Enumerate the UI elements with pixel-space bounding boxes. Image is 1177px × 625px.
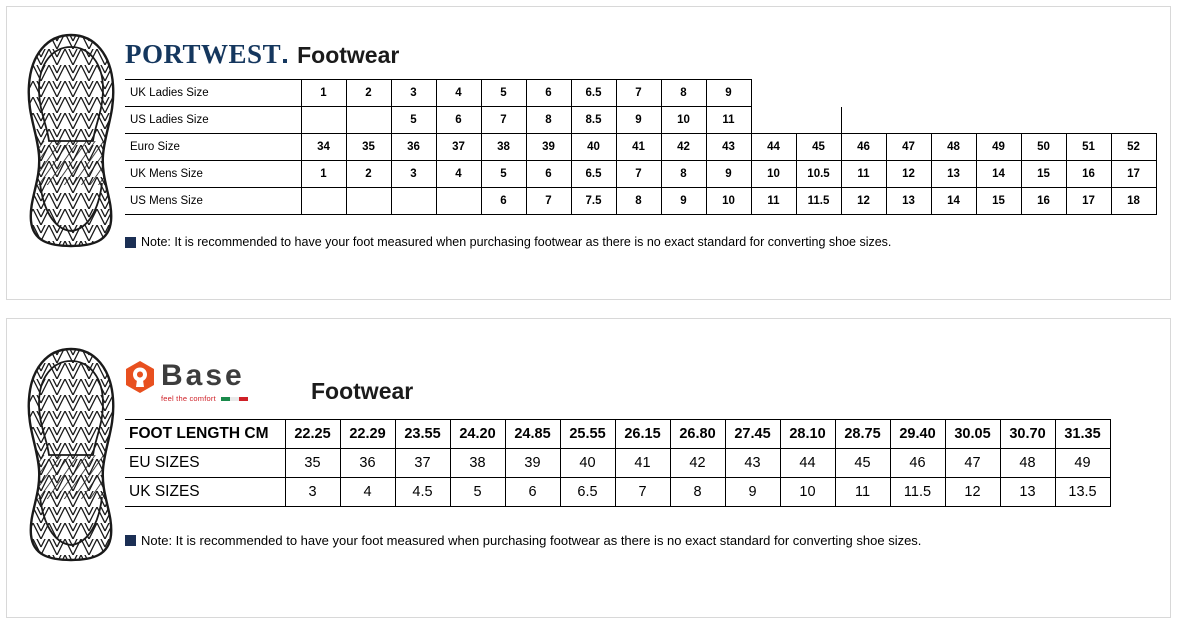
cell	[346, 107, 391, 134]
cell: 42	[661, 134, 706, 161]
cell: 12	[945, 478, 1000, 507]
cell: 47	[886, 134, 931, 161]
cell: 2	[346, 161, 391, 188]
cell: 35	[285, 449, 340, 478]
cell-empty	[1111, 80, 1156, 107]
cell: 6.5	[571, 161, 616, 188]
cell: 10	[706, 188, 751, 215]
cell: 14	[976, 161, 1021, 188]
base-hex-icon	[125, 361, 155, 393]
cell: 6	[481, 188, 526, 215]
cell: 31.35	[1055, 420, 1110, 449]
cell: 39	[526, 134, 571, 161]
cell: 11	[751, 188, 796, 215]
cell: 5	[481, 161, 526, 188]
cell: 15	[1021, 161, 1066, 188]
cell: 13.5	[1055, 478, 1110, 507]
cell: 6	[526, 161, 571, 188]
table-row	[125, 188, 1156, 215]
table-row	[125, 449, 1110, 478]
cell-empty	[886, 107, 931, 134]
cell: 28.75	[835, 420, 890, 449]
cell: 9	[706, 161, 751, 188]
cell-empty	[796, 80, 841, 107]
cell: 13	[886, 188, 931, 215]
cell: 30.05	[945, 420, 1000, 449]
cell: 14	[931, 188, 976, 215]
cell-empty	[1021, 107, 1066, 134]
cell: 7	[616, 80, 661, 107]
cell: 27.45	[725, 420, 780, 449]
cell: 41	[615, 449, 670, 478]
row-label: UK Mens Size	[125, 161, 301, 188]
cell: 4	[436, 80, 481, 107]
cell-empty	[1111, 107, 1156, 134]
cell: 12	[841, 188, 886, 215]
row-label: Euro Size	[125, 134, 301, 161]
cell: 24.20	[450, 420, 505, 449]
cell-empty	[841, 107, 886, 134]
cell: 26.15	[615, 420, 670, 449]
cell: 38	[481, 134, 526, 161]
cell: 8.5	[571, 107, 616, 134]
cell: 3	[391, 161, 436, 188]
cell: 10	[661, 107, 706, 134]
cell: 7	[526, 188, 571, 215]
cell-empty	[886, 80, 931, 107]
cell	[346, 188, 391, 215]
cell: 49	[1055, 449, 1110, 478]
checkbox-icon	[125, 237, 136, 248]
cell-empty	[976, 107, 1021, 134]
note-text: Note: It is recommended to have your foot measured when purchasing footwear as there is no exact standard for converting shoe sizes.	[141, 235, 892, 249]
cell: 3	[285, 478, 340, 507]
cell: 37	[395, 449, 450, 478]
cell: 44	[780, 449, 835, 478]
cell: 44	[751, 134, 796, 161]
cell: 46	[890, 449, 945, 478]
table-row	[125, 478, 1110, 507]
checkbox-icon	[125, 535, 136, 546]
row-label: UK Ladies Size	[125, 80, 301, 107]
cell: 8	[661, 161, 706, 188]
cell: 40	[571, 134, 616, 161]
cell: 6.5	[560, 478, 615, 507]
base-size-chart-panel	[6, 318, 1171, 618]
note-text: Note: It is recommended to have your foot measured when purchasing footwear as there is no exact standard for converting shoe sizes.	[141, 533, 922, 548]
cell-empty	[1066, 107, 1111, 134]
cell: 41	[616, 134, 661, 161]
row-label: FOOT LENGTH CM	[125, 420, 285, 449]
cell: 52	[1111, 134, 1156, 161]
cell: 42	[670, 449, 725, 478]
cell: 17	[1066, 188, 1111, 215]
cell: 43	[725, 449, 780, 478]
base-note	[125, 533, 1155, 548]
cell	[301, 188, 346, 215]
cell-empty	[841, 80, 886, 107]
cell: 8	[526, 107, 571, 134]
cell: 4	[436, 161, 481, 188]
cell: 8	[661, 80, 706, 107]
cell: 7	[615, 478, 670, 507]
portwest-logo-text: PORTWEST	[125, 41, 287, 68]
cell: 11	[841, 161, 886, 188]
table-row	[125, 420, 1110, 449]
cell: 11	[706, 107, 751, 134]
base-tagline-row	[161, 394, 299, 403]
cell-empty	[931, 107, 976, 134]
cell: 10	[751, 161, 796, 188]
cell: 4	[340, 478, 395, 507]
cell: 18	[1111, 188, 1156, 215]
cell: 29.40	[890, 420, 945, 449]
cell: 30.70	[1000, 420, 1055, 449]
cell: 6	[436, 107, 481, 134]
portwest-size-chart-panel	[6, 6, 1171, 300]
cell-empty	[751, 80, 796, 107]
portwest-size-table	[125, 79, 1157, 215]
cell-empty	[976, 80, 1021, 107]
italy-flag-icon	[221, 397, 248, 401]
cell: 36	[340, 449, 395, 478]
cell: 8	[616, 188, 661, 215]
cell: 47	[945, 449, 1000, 478]
cell: 48	[931, 134, 976, 161]
cell: 35	[346, 134, 391, 161]
cell: 46	[841, 134, 886, 161]
base-logo	[125, 361, 299, 403]
cell: 7.5	[571, 188, 616, 215]
cell: 34	[301, 134, 346, 161]
cell: 4.5	[395, 478, 450, 507]
cell	[436, 188, 481, 215]
cell: 5	[481, 80, 526, 107]
cell: 8	[670, 478, 725, 507]
cell: 5	[450, 478, 505, 507]
shoe-sole-icon	[25, 33, 117, 248]
base-tagline: feel the comfort	[161, 394, 216, 403]
cell: 13	[931, 161, 976, 188]
portwest-logo-dot	[283, 59, 287, 63]
cell: 11.5	[890, 478, 945, 507]
cell: 6	[526, 80, 571, 107]
cell: 6	[505, 478, 560, 507]
cell: 9	[616, 107, 661, 134]
base-content	[125, 361, 1155, 548]
cell: 28.10	[780, 420, 835, 449]
cell: 17	[1111, 161, 1156, 188]
cell: 10	[780, 478, 835, 507]
cell: 16	[1066, 161, 1111, 188]
cell: 38	[450, 449, 505, 478]
portwest-content	[125, 41, 1155, 249]
cell-empty	[931, 80, 976, 107]
cell: 2	[346, 80, 391, 107]
cell: 39	[505, 449, 560, 478]
portwest-note	[125, 235, 1155, 249]
cell: 26.80	[670, 420, 725, 449]
cell: 11	[835, 478, 890, 507]
cell: 10.5	[796, 161, 841, 188]
cell: 11.5	[796, 188, 841, 215]
cell-empty	[796, 107, 841, 134]
cell: 6.5	[571, 80, 616, 107]
cell: 23.55	[395, 420, 450, 449]
cell: 12	[886, 161, 931, 188]
row-label: UK SIZES	[125, 478, 285, 507]
cell: 22.29	[340, 420, 395, 449]
cell: 5	[391, 107, 436, 134]
base-brand-suffix: Footwear	[311, 378, 414, 404]
table-row	[125, 161, 1156, 188]
table-row	[125, 80, 1156, 107]
cell: 9	[661, 188, 706, 215]
base-wordmark	[161, 361, 299, 403]
cell: 16	[1021, 188, 1066, 215]
table-row	[125, 134, 1156, 161]
cell: 22.25	[285, 420, 340, 449]
cell: 9	[706, 80, 751, 107]
base-word: Base	[161, 359, 245, 392]
cell: 25.55	[560, 420, 615, 449]
cell: 45	[835, 449, 890, 478]
cell-empty	[1021, 80, 1066, 107]
cell: 45	[796, 134, 841, 161]
cell: 48	[1000, 449, 1055, 478]
cell: 36	[391, 134, 436, 161]
cell: 1	[301, 161, 346, 188]
row-label: EU SIZES	[125, 449, 285, 478]
cell	[301, 107, 346, 134]
portwest-brand-suffix: Footwear	[297, 42, 400, 68]
cell: 51	[1066, 134, 1111, 161]
cell: 7	[481, 107, 526, 134]
cell: 1	[301, 80, 346, 107]
cell-empty	[1066, 80, 1111, 107]
cell-empty	[751, 107, 796, 134]
cell: 7	[616, 161, 661, 188]
base-brand	[125, 361, 1155, 403]
cell: 49	[976, 134, 1021, 161]
cell	[391, 188, 436, 215]
cell: 13	[1000, 478, 1055, 507]
cell: 9	[725, 478, 780, 507]
cell: 37	[436, 134, 481, 161]
row-label: US Mens Size	[125, 188, 301, 215]
cell: 43	[706, 134, 751, 161]
cell: 3	[391, 80, 436, 107]
row-label: US Ladies Size	[125, 107, 301, 134]
shoe-sole-icon	[25, 347, 117, 562]
cell: 15	[976, 188, 1021, 215]
cell: 24.85	[505, 420, 560, 449]
portwest-brand	[125, 41, 1155, 68]
base-size-table	[125, 419, 1111, 507]
cell: 40	[560, 449, 615, 478]
table-row	[125, 107, 1156, 134]
cell: 50	[1021, 134, 1066, 161]
